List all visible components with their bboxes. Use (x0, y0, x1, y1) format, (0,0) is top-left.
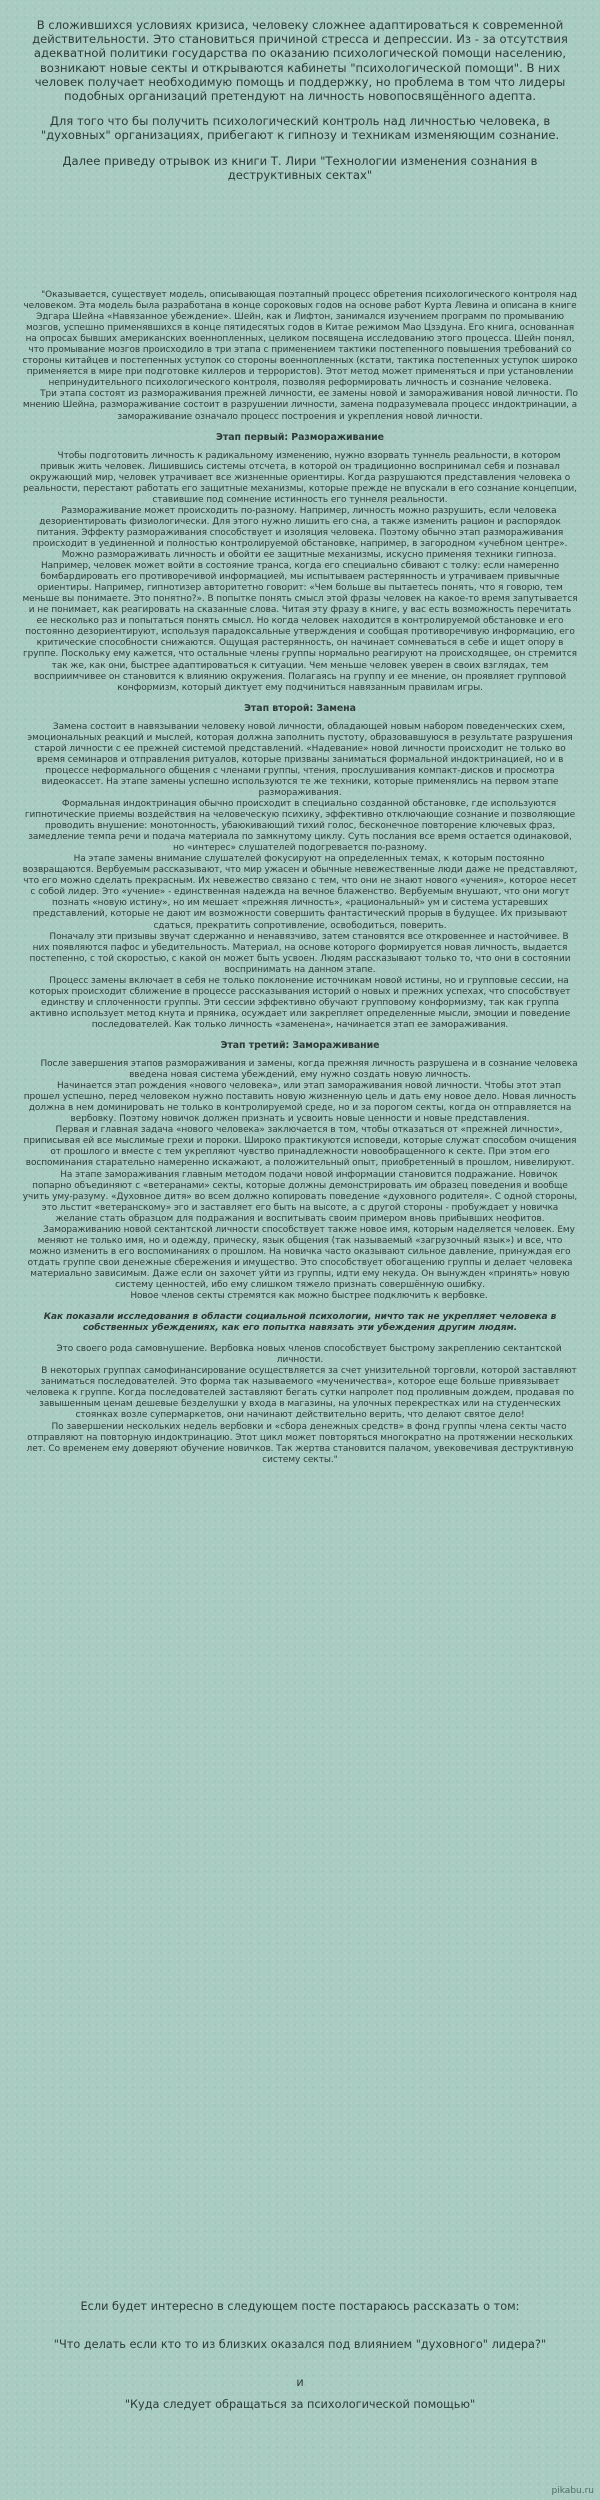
section-heading-replacement: Этап второй: Замена (244, 702, 356, 714)
quote-paragraph: Процесс замены включает в себя не только поклонение источникам новой истины, но и групповые сессии, на которых происходит сближение в процессе рассказывания историй о новых и прежних успехах, что способствует единству и сплоченности группы. Эти сессии эффективно обучают групповому конформизму, так как группа активно использует метод кнута и пряника, осуждает или закрепляет определенные мысли, эмоции и поведение последователей. Как только личность «заменена», начинается этап ее замораживания. (29, 975, 571, 1030)
quote-paragraph: Можно размораживать личность и обойти ее защитные механизмы, искусно применяя техники гипноза. Например, человек может войти в состояние транса, когда его специально сбивают с толку: если намеренно бомбардировать его противоречивой информацией, мы испытываем растерянность и утрачиваем привычные ориентиры. Например, гипнотизер авторитетно говорит: «Чем больше вы пытаетесь понять, что я говорю, тем меньше вы понимаете. Это понятно?». В попытке понять смысл этой фразы человек на какое-то время запутывается и не понимает, как реагировать на сказанные слова. Читая эту фразу в книге, у вас есть возможность перечитать ее несколько раз и попытаться понять смысл. Но когда человек находится в контролируемой обстановке и его постоянно дезориентируют, используя парадоксальные утверждения и сообщая противоречивую информацию, его критические способности снижаются. Ощущая растерянность, он начинает сомневаться в себе и ищет опору в группе. Поскольку ему кажется, что остальные члены группы нормально реагируют на происходящее, он стремится так же, как они, быстрее адаптироваться к ситуации. Чем меньше человек уверен в своих взглядах, тем восприимчивее он становится к влиянию окружения. Полагаясь на группу и ее мнение, он проявляет групповой конформизм, который диктует ему подчиниться навязанным правилам игры. (22, 550, 578, 693)
book-quote (22, 290, 578, 1466)
next-topic-question: "Куда следует обращаться за психологической помощью" (124, 2398, 476, 2411)
outro-paragraph: Если будет интересно в следующем посте постараюсь рассказать о том: (80, 2300, 520, 2313)
quote-paragraph: Формальная индоктринация обычно происходит в специально созданной обстановке, где используются гипнотические приемы воздействия на человеческую психику, эффективно отключающие сознание и позволяющие проводить внушение: монотонность, убаюкивающий тихий голос, бесконечное повторение ключевых фраз, замедление темпа речи и подача материала по замкнутому циклу. Суть послания все время остается одинаковой, но «интерес» слушателей подогревается по-разному. (24, 799, 576, 854)
quote-paragraph: На этапе замораживания главным методом подачи новой информации становится подражание. Новичок попарно объединяют с «ветеранами» секты, которые должны демонстрировать им образец поведения и вообще учить уму-разуму. «Духовное дитя» во всем должно копировать поведение «духовного родителя». С одной стороны, это льстит «ветеранскому» эго и заставляет его быть на высоте, а с другой стороны - пробуждает у новичка желание стать образцом для подражания и воспитывать своим примером вновь прибывших неофитов. (22, 1169, 578, 1224)
intro-section (26, 18, 574, 193)
next-topic-question: "Что делать если кто то из близких оказался под влиянием "духовного" лидера?" (53, 2338, 547, 2351)
outro-section (30, 2300, 570, 2436)
quote-paragraph: Новое членов секты стремятся как можно быстрее подключить к вербовке. (130, 1291, 488, 1302)
emphasized-statement: Как показали исследования в области социальной психологии, ничто так не укрепляет человека в собственных убеждениях, как его попытка навязать эти убеждения другим людям. (43, 1312, 557, 1334)
quote-paragraph: По завершении нескольких недель вербовки и «сбора денежных средств» в фонд группы члена секты часто отправляют на повторную индоктринацию. Этот цикл может повторяться многократно на протяжении нескольких лет. Со временем ему доверяют обучение новичков. Так жертва становится палачом, увековечивая деструктивную систему секты." (26, 1421, 574, 1465)
quote-paragraph: В некоторых группах самофинансирование осуществляется за счет унизительной торговли, которой заставляют заниматься последователей. Это форма так называемого «мученичества», которое еще больше привязывает человека к группе. Когда последователей заставляют бегать сутки напролет под проливным дождем, продавая по завышенным ценам дешевые безделушки у входа в магазины, на улочных перекрестках или на студенческих стоянках возле супермаркетов, они начинают действительно верить, что делают святое дело! (26, 1366, 577, 1421)
site-watermark: pikabu.ru (551, 2486, 594, 2496)
quote-paragraph: "Оказывается, существует модель, описывающая поэтапный процесс обретения психологического контроля над человеком. Эта модель была разработана в конце сороковых годов на основе работ Курта Левина и описана в книге Эдгара Шейна «Навязанное убеждение». Шейн, как и Лифтон, занимался изучением программ по промыванию мозгов, успешно применявшихся в конце пятидесятых годов в Китае режимом Мао Цзэдуна. Его книга, основанная на опросах бывших американских военнопленных, целиком посвящена исследованию этого процесса. Шейн понял, что промывание мозгов происходило в три этапа с применением тактики постепенного повышения требований со стороны китайцев и постепенных уступок со стороны военнопленных (кстати, тактика постепенных уступок широко применяется в мире при подготовке киллеров и террористов). Этот метод может применяться и при установлении непринудительного психологического контроля, позволяя реформировать личность и сознание человека. (22, 290, 578, 389)
quote-paragraph: После завершения этапов размораживания и замены, когда прежняя личность разрушена и в сознание человека введена новая система убеждений, ему нужно создать новую личность. (40, 1059, 578, 1081)
quote-paragraph: Замораживанию новой сектантской личности способствует также новое имя, которым наделяется человек. Ему меняют не только имя, но и одежду, прическу, язык общения (так называемый «загрузочный язык») и все, что можно изменить в его воспоминаниях о прошлом. На новичка часто оказывают сильное давление, принуждая его отдать группе свои денежные сбережения и имущество. Это способствует обогащению группы и делает человека материально зависимым. Даже если он захочет уйти из группы, идти ему некуда. Он вынужден «принять» новую систему ценностей, ибо ему слишком тяжело признать совершённую ошибку. (27, 1224, 575, 1290)
conjunction: и (296, 2376, 304, 2389)
quote-paragraph: Первая и главная задача «нового человека» заключается в том, чтобы отказаться от «прежней личности», приписывая ей все мыслимые грехи и пороки. Широко практикуются исповеди, которые служат способом очищения от прошлого и вместе с тем укрепляют чувство принадлежности новообращенного к секте. При этом его воспоминания старательно намеренно искажают, а положительный опыт, приобретенный в прошлом, нивелируют. (23, 1125, 577, 1169)
intro-paragraph: Для того что бы получить психологический контроль над личностью человека, в "духовных" организациях, прибегают к гипнозу и техникам изменяющим сознание. (40, 114, 560, 143)
quote-paragraph: Чтобы подготовить личность к радикальному изменению, нужно взорвать туннель реальности, в котором привык жить человек. Лишившись системы отсчета, в которой он традиционно воспринимал себя и познавал окружающий мир, человек утрачивает все жизненные ориентиры. Когда разрушаются представления человека о реальности, перестают работать его защитные механизмы, которые прежде не впускали в его сознание концепции, ставившие под сомнение истинность его туннеля реальности. (23, 450, 577, 505)
quote-paragraph: Размораживание может происходить по-разному. Например, личность можно разрушить, если человека дезориентировать физиологически. Для этого нужно лишить его сна, а также изменить рацион и распорядок питания. Эффекту размораживания способствует и изоляция человека. Поэтому обычно этап размораживания происходит в уединенной и полностью контролируемой обстановке, например, в загородном «учебном центре». (32, 505, 568, 549)
quote-paragraph: На этапе замены внимание слушателей фокусируют на определенных темах, к которым постоянно возвращаются. Вербуемым рассказывают, что мир ужасен и обычные невежественные люди даже не представляют, что его можно сделать прекрасным. Их невежество связано с тем, что они не знают нового «учения», которое несет с собой лидер. Это «учение» - единственная надежда на вечное блаженство. Вербуемым внушают, что они могут познать «новую истину», но им мешает «прежняя личность», «рациональный» ум и система устаревших представлений, которые не дают им возможности совершить фантастический прорыв в будущее. Их призывают сдаться, прекратить сопротивление, освободиться, поверить. (22, 854, 578, 931)
quote-paragraph: Поначалу эти призывы звучат сдержанно и ненавязчиво, затем становятся все откровеннее и настойчивее. В них появляются пафос и убедительность. Материал, на основе которого формируется новая личность, выдается постепенно, с той скоростью, с какой он может быть усвоен. Людям рассказывают только то, что они в состоянии воспринимать на данном этапе. (29, 931, 571, 975)
quote-paragraph: Три этапа состоят из размораживания прежней личности, ее замены новой и замораживания новой личности. По мнению Шейна, размораживание состоит в разрушении личности, замена подразумевала процесс индоктринации, а замораживание означало процесс построения и укрепления новой личности. (22, 389, 578, 422)
section-heading-unfreezing: Этап первый: Размораживание (216, 431, 384, 443)
intro-paragraph: Далее приведу отрывок из книги Т. Лири "Технологии изменения сознания в деструктивных сектах" (62, 153, 538, 182)
intro-paragraph: В сложившихся условиях кризиса, человеку сложнее адаптироваться к современной действительности. Это становиться причиной стресса и депрессии. Из - за отсутствия адекватной политики государства по оказанию психологической помощи населению, возникают новые секты и открываются кабинеты "психологической помощи". В них человек получает необходимую помощь и поддержку, но проблема в том что лидеры подобных организаций претендуют на личность новопосвящённого адепта. (32, 18, 568, 104)
quote-paragraph: Это своего рода самовнушение. Вербовка новых членов способствует быстрому закреплению сектантской личности. (56, 1344, 562, 1366)
quote-paragraph: Замена состоит в навязывании человеку новой личности, обладающей новым набором поведенческих схем, эмоциональных реакций и мыслей, которая должна заполнить пустоту, образовавшуюся в результате разрушения старой личности с ее прежней системой представлений. «Надевание» новой личности происходит не только во время семинаров и отправления ритуалов, которые призваны заниматься формальной индоктринацией, но и в процессе неформального общения с членами группы, чтения, прослушивания компакт-дисков и просмотра видеокассет. На этапе замены успешно используются те же техники, которые применялись на первом этапе размораживания. (27, 721, 573, 798)
quote-paragraph: Начинается этап рождения «нового человека», или этап замораживания новой личности. Чтобы этот этап прошел успешно, перед человеком нужно поставить новую жизненную цель и дать ему новое дело. Новая личность должна в нем доминировать не только в контролируемой среде, но и за порогом секты, когда он отправляется на вербовку. Поэтому новичок должен признать и усвоить новые ценности и новые представления. (23, 1081, 577, 1125)
section-heading-freezing: Этап третий: Замораживание (220, 1040, 380, 1051)
